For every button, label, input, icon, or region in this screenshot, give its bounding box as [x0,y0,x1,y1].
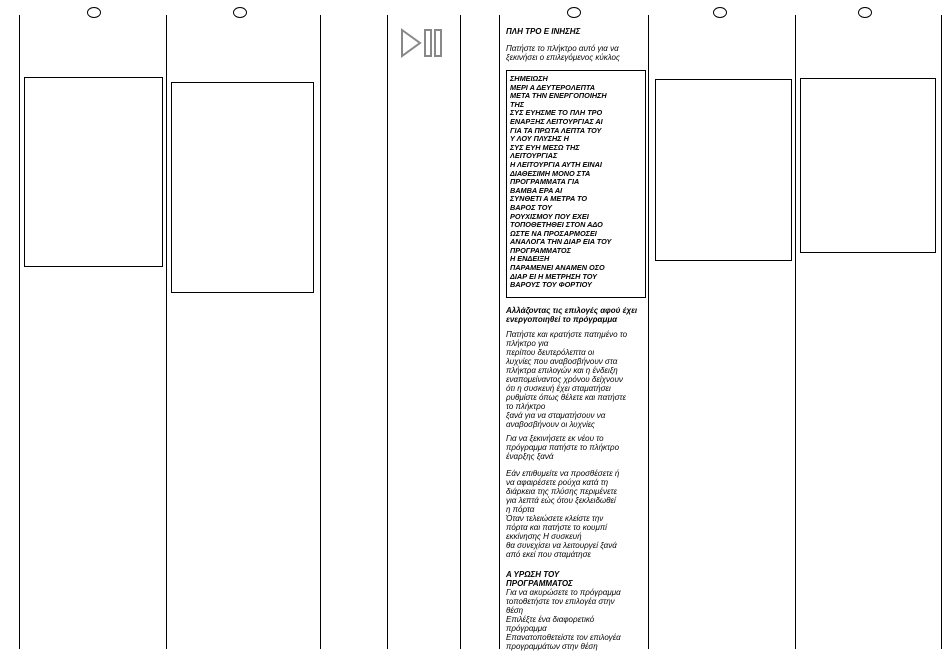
play-pause-icon [400,28,446,58]
change-options-text: Πατήστε και κρατήστε πατημένο το πλήκτρο για περίπου δευτερόλεπτα οι λυχνίες που αναβοσβήνουν στα πλήκτρα επιλογών και η ένδειξη εναπομείναντος χρόνου δείχνουν ότι η συσκευή έχει σταματήσει ρυθμίστε όπως θέλετε και πατήστε το πλήκτρο ξανά για να σταματήσουν να αναβοσβήνουν οι λυχνίες [506,330,628,429]
start-heading: ΠΛΗ ΤΡΟ Ε ΙΝΗΣΗΣ [506,27,581,36]
page-marker-circle [713,7,727,18]
page-marker-circle [858,7,872,18]
change-options-section [506,306,646,559]
column-divider [19,15,20,649]
empty-box [24,77,163,267]
column-divider [166,15,167,649]
empty-box [171,82,314,293]
page-marker-circle [233,7,247,18]
note-box: ΣΗΜΕΙΩΣΗ ΜΕΡΙ Α ΔΕΥΤΕΡΟΛΕΠΤΑ ΜΕΤΑ ΤΗΝ ΕΝΕΡΓΟΠΟΙΗΣΗ ΤΗΣ ΣΥΣ ΕΥΗΣΜΕ ΤΟ ΠΛΗ ΤΡΟ ΕΝΑΡΞΗΣ ΛΕΙΤΟΥΡΓΙΑΣ ΑΙ ΓΙΑ ΤΑ ΠΡΩΤΑ ΛΕΠΤΑ ΤΟΥ Υ ΛΟΥ ΠΛΥΣΗΣ Η ΣΥΣ ΕΥΗ ΜΕΣΩ ΤΗΣ ΛΕΙΤΟΥΡΓΙΑΣ Η ΛΕΙΤΟΥΡΓΙΑ ΑΥΤΗ ΕΙΝΑΙ ΔΙΑΘΕΣΙΜΗ ΜΟΝΟ ΣΤΑ ΠΡΟΓΡΑΜΜΑΤΑ ΓΙΑ ΒΑΜΒΑ ΕΡΑ ΑΙ ΣΥΝΘΕΤΙ Α ΜΕΤΡΑ ΤΟ ΒΑΡΟΣ ΤΟΥ ΡΟΥΧΙΣΜΟΥ ΠΟΥ ΕΧΕΙ ΤΟΠΟΘΕΤΗΘΕΙ ΣΤΟΝ ΑΔΟ ΩΣΤΕ ΝΑ ΠΡΟΣΑΡΜΟΣΕΙ ΑΝΑΛΟΓΑ ΤΗΝ ΔΙΑΡ ΕΙΑ ΤΟΥ ΠΡΟΓΡΑΜΜΑΤΟΣ Η ΕΝΔΕΙΞΗ ΠΑΡΑΜΕΝΕΙ ΑΝΑΜΕΝ ΟΣΟ ΔΙΑΡ ΕΙ Η ΜΕΤΡΗΣΗ ΤΟΥ ΒΑΡΟΥΣ ΤΟΥ ΦΟΡΤΙΟΥ [506,70,646,298]
column-divider [941,15,942,649]
cancel-text: Για να ακυρώσετε το πρόγραμμα τοποθετήστε τον επιλογέα στην θέση Επιλέξτε ένα διαφορετικό πρόγραμμα Επανατοποθετείστε τον επιλογέα προγραμμάτων στην θέση [506,588,621,651]
cancel-heading: Α ΥΡΩΣΗ ΤΟΥ ΠΡΟΓΡΑΜΜΑΤΟΣ [506,570,573,588]
column-divider [387,15,388,649]
restart-text: Για να ξεκινήσετε εκ νέου το πρόγραμμα πατήστε το πλήκτρο έναρξης ξανά [506,434,620,461]
column-divider [499,15,500,649]
column-divider [460,15,461,649]
add-laundry-text: Εάν επιθυμείτε να προσθέσετε ή να αφαιρέσετε ρούχα κατά τη διάρκεια της πλύσης περιμένετε για λεπτά εώς ότου ξεκλειδωθεί η πόρτα Όταν τελειώσετε κλείστε την πόρτα και πατήστε το κουμπί εκκίνησης Η συσκευή θα συνεχίσει να λειτουργεί ξανά από εκεί που σταμάτησε [506,469,620,559]
start-section [506,27,646,62]
empty-box [800,78,936,253]
page-marker-circle [567,7,581,18]
change-options-heading: Αλλάζοντας τις επιλογές αφού έχει ενεργοποιηθεί το πρόγραμμα [506,306,638,324]
column-divider [795,15,796,649]
cancel-section [506,570,646,651]
start-text: Πατήστε το πλήκτρο αυτό για να ξεκινήσει ο επιλεγόμενος κύκλος [506,44,620,62]
column-divider [648,15,649,649]
page-marker-circle [87,7,101,18]
column-divider [320,15,321,649]
empty-box [655,79,792,261]
